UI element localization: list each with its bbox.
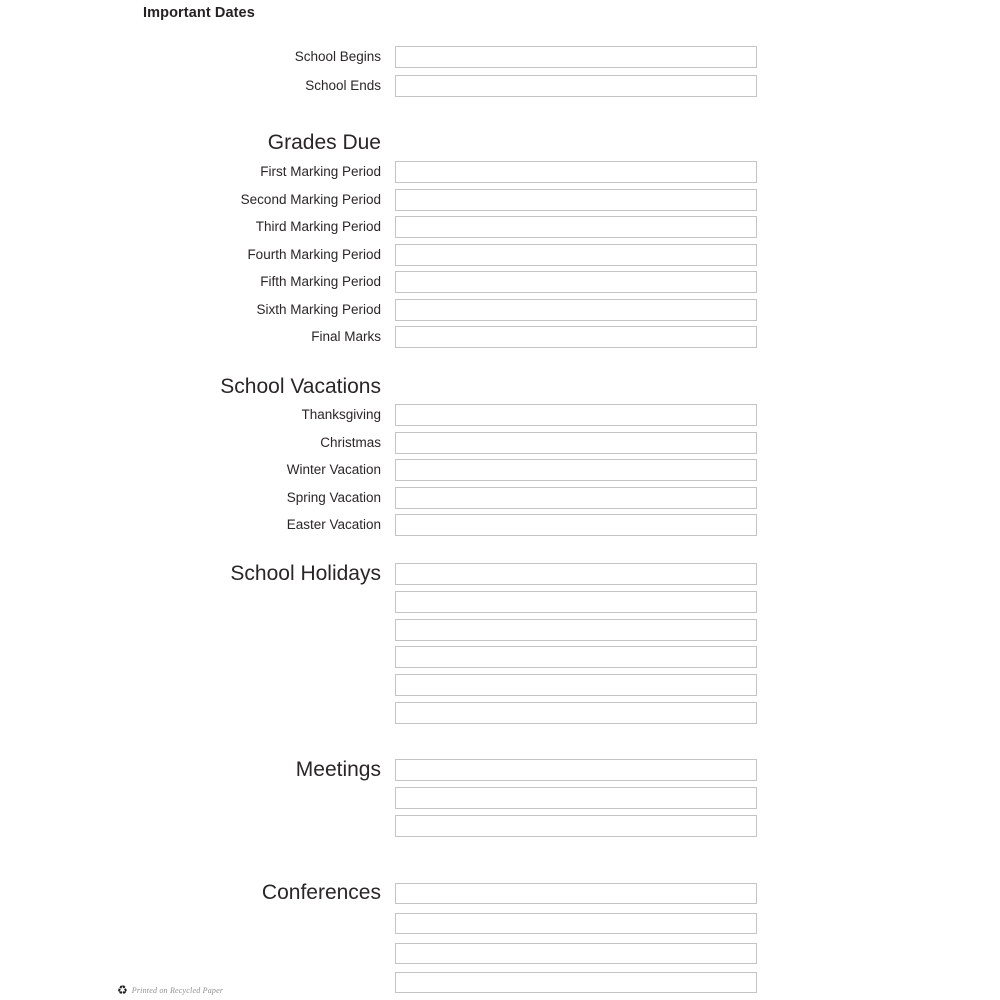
christmas-label: Christmas bbox=[320, 435, 381, 450]
section-heading-meetings: Meetings bbox=[295, 758, 381, 781]
form-row bbox=[0, 646, 757, 668]
sixth-marking-period-input[interactable] bbox=[395, 299, 757, 321]
first-marking-period-input[interactable] bbox=[395, 161, 757, 183]
thanksgiving-input[interactable] bbox=[395, 404, 757, 426]
winter-vacation-input[interactable] bbox=[395, 459, 757, 481]
school-ends-label: School Ends bbox=[305, 78, 381, 93]
section-heading-grades-due: Grades Due bbox=[267, 131, 381, 154]
school-ends-input[interactable] bbox=[395, 75, 757, 97]
spring-vacation-input[interactable] bbox=[395, 487, 757, 509]
form-row bbox=[0, 189, 757, 211]
meetings-input-2[interactable] bbox=[395, 787, 757, 809]
form-row bbox=[0, 432, 757, 454]
form-row bbox=[0, 216, 757, 238]
section-heading-school-holidays: School Holidays bbox=[230, 562, 381, 585]
form-row bbox=[0, 514, 757, 536]
form-row bbox=[0, 943, 757, 964]
form-row bbox=[0, 591, 757, 613]
conferences-input-4[interactable] bbox=[395, 972, 757, 993]
form-row bbox=[0, 46, 757, 68]
form-row bbox=[0, 271, 757, 293]
recycle-icon: ♻ bbox=[117, 983, 128, 997]
third-marking-period-label: Third Marking Period bbox=[255, 219, 381, 234]
school-holidays-input-2[interactable] bbox=[395, 591, 757, 613]
second-marking-period-label: Second Marking Period bbox=[240, 192, 381, 207]
form-row bbox=[0, 759, 757, 781]
easter-vacation-input[interactable] bbox=[395, 514, 757, 536]
fourth-marking-period-input[interactable] bbox=[395, 244, 757, 266]
form-row bbox=[0, 702, 757, 724]
conferences-input-2[interactable] bbox=[395, 913, 757, 934]
school-holidays-input-6[interactable] bbox=[395, 702, 757, 724]
final-marks-input[interactable] bbox=[395, 326, 757, 348]
school-holidays-input-4[interactable] bbox=[395, 646, 757, 668]
sixth-marking-period-label: Sixth Marking Period bbox=[256, 302, 381, 317]
page-title: Important Dates bbox=[143, 5, 255, 21]
form-row bbox=[0, 326, 757, 348]
final-marks-label: Final Marks bbox=[311, 329, 381, 344]
fourth-marking-period-label: Fourth Marking Period bbox=[247, 247, 381, 262]
footer bbox=[117, 984, 223, 996]
second-marking-period-input[interactable] bbox=[395, 189, 757, 211]
conferences-input-1[interactable] bbox=[395, 883, 757, 904]
form-row bbox=[0, 674, 757, 696]
winter-vacation-label: Winter Vacation bbox=[286, 462, 381, 477]
form-row bbox=[0, 815, 757, 837]
form-row bbox=[0, 404, 757, 426]
section-heading-school-vacations: School Vacations bbox=[220, 375, 381, 398]
form-row bbox=[0, 913, 757, 934]
form-row bbox=[0, 787, 757, 809]
school-holidays-input-5[interactable] bbox=[395, 674, 757, 696]
easter-vacation-label: Easter Vacation bbox=[286, 517, 381, 532]
first-marking-period-label: First Marking Period bbox=[260, 164, 381, 179]
conferences-input-3[interactable] bbox=[395, 943, 757, 964]
school-begins-input[interactable] bbox=[395, 46, 757, 68]
spring-vacation-label: Spring Vacation bbox=[286, 490, 381, 505]
christmas-input[interactable] bbox=[395, 432, 757, 454]
recycled-paper-note: Printed on Recycled Paper bbox=[131, 985, 224, 995]
form-row bbox=[0, 299, 757, 321]
form-row bbox=[0, 619, 757, 641]
fifth-marking-period-input[interactable] bbox=[395, 271, 757, 293]
form-row bbox=[0, 75, 757, 97]
fifth-marking-period-label: Fifth Marking Period bbox=[260, 274, 381, 289]
form-row bbox=[0, 563, 757, 585]
form-row bbox=[0, 161, 757, 183]
section-heading-conferences: Conferences bbox=[261, 881, 381, 904]
school-begins-label: School Begins bbox=[294, 49, 381, 64]
third-marking-period-input[interactable] bbox=[395, 216, 757, 238]
school-holidays-input-1[interactable] bbox=[395, 563, 757, 585]
meetings-input-1[interactable] bbox=[395, 759, 757, 781]
school-holidays-input-3[interactable] bbox=[395, 619, 757, 641]
form-row bbox=[0, 244, 757, 266]
form-row bbox=[0, 972, 757, 993]
thanksgiving-label: Thanksgiving bbox=[301, 407, 381, 422]
meetings-input-3[interactable] bbox=[395, 815, 757, 837]
form-row bbox=[0, 459, 757, 481]
form-row bbox=[0, 883, 757, 904]
form-row bbox=[0, 487, 757, 509]
